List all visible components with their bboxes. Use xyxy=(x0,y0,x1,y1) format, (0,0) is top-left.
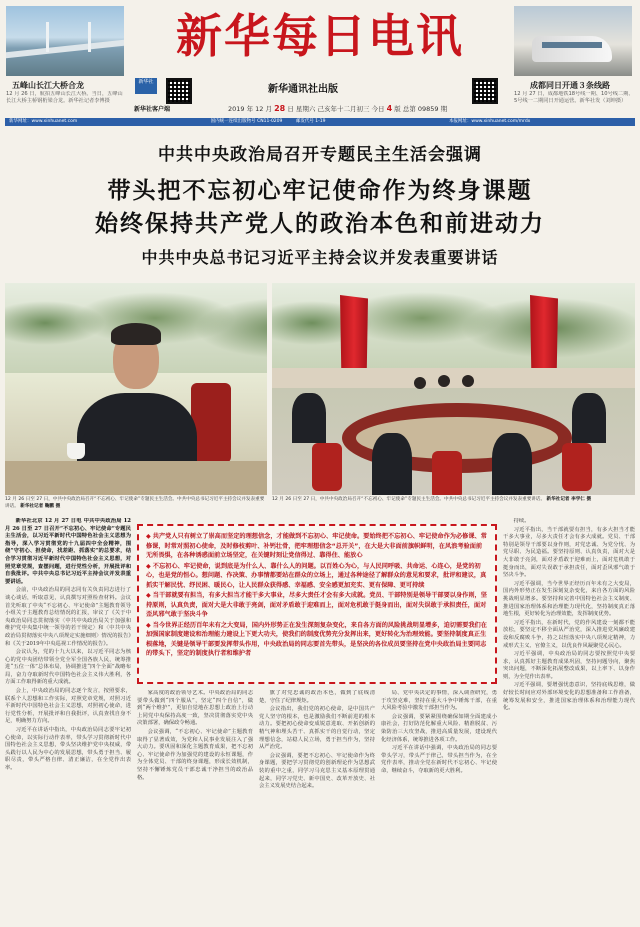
dateline: 2019 年 12 月 28 日 星期六 己亥年十二月初三 今日 4 版 总第 09859 期 xyxy=(228,104,448,113)
left-photo-caption: 五峰山长江大桥合龙 xyxy=(12,81,84,90)
key-quotes-box: ◆ 共产党人只有树立了崇高而坚定的理想信念，才能做到不忘初心、牢记使命。要始终把不忘初心、牢记使命作为必修课、常修课，时常对照初心使命，及时修枝剪叶、补钙壮骨，把牢理想信念“总开关”，在大是大非面前旗帜鲜明，在风浪考验面前无所畏惧，在各种诱惑面前立场坚定，在关键时刻让党信得过、靠得住、能放心 ◆ 不忘初心、牢记使命，说到底是为什么人、靠什么人的问题。以百姓心为心，与人民同呼吸、共命运、心连心，是党的初心，也是党的恒心。想问题、作决策、办事情都要站在群众的立场上，通过各种途径了解群众的意见和要求，批评和建议，真抓实干解民忧、纾民困、暖民心，让人民群众获得感、幸福感、安全感更加充实、更有保障、更可持续 ◆ 当干部就要有担当，有多大担当才能干多大事业，尽多大责任才会有多大成就。党员、干部特别是领导干部要以身作则，坚持原则，认真负责，面对大是大非敢于亮剑，面对矛盾敢于迎难而上，面对危机敢于挺身而出，面对失误敢于承担责任，面对歪风邪气敢于坚决斗争 ◆ 当今世界正经历百年未有之大变局，国内外形势正在发生深刻复杂变化，来自各方面的风险挑战明显增多，迫切需要我们在加强国家制度建设和治理能力建设上下更大功夫，使我们的制度优势充分发挥出来，更好转化为治理效能。要坚持制度真正生根落地，关键是领导干部要发挥带头作用，中央政治局的同志要首先带头，是坚决的各位成员要坚持在党中央政治局主要同志的带头下，坚定的制度执行者和维护者 xyxy=(137,524,497,684)
right-photo-detail: 12 月 27 日，成都地铁18号线一期、10号线二期、5号线一二期同日开通运营。新华社发（刘坤摄） xyxy=(514,91,634,104)
meeting-photo xyxy=(272,283,635,495)
article-column-4: 局、党中央决定的事情，深入调查研究，勇于攻坚克难，坚持在重大斗争中锤炼干部，在重大风险考验中激发干部担当作为。 会议强调，要紧紧围绕确保如期全面建成小康社会，打好防范化解重大风险、精准脱贫、污染防治三大攻坚战，推进高质量发展，建设现代化经济体系，统筹推进各项工作。 习近平在讲话中强调，中央政治局的同志要带头学习，带头严于律己，带头担当作为，在全党作表率，推动全党在新时代不忘初心、牢记使命，继续奋斗，夺取新的更大胜利。 xyxy=(381,690,497,774)
newspaper-title: 新华每日电讯 xyxy=(176,9,464,63)
article-column-5: 持续。 习近平指出，当干部就要有担当，有多大担当才能干多大事业，尽多大责任才会有多大成就。党员、干部特别是领导干部要以身作则，对党忠诚、为党分忧、为党尽职、为民造福。要坚持原则、认真负责，面对大是大非敢于亮剑，面对矛盾敢于迎难而上，面对危机敢于挺身而出，面对失误敢于承担责任，面对歪风邪气敢于坚决斗争。 习近平强调，当今世界正经历百年未有之大变局，国内外形势正在发生深刻复杂变化，来自各方面的风险挑战明显增多。要坚持和完善中国特色社会主义制度、推进国家治理体系和治理能力现代化，坚持制度真正落地生根，更好转化为治理效能，发挥制度优势。 习近平指出，在新时代，党的作风建设一刻都不能放松，要坚定不移全面从严治党，深入推进党风廉政建设和反腐败斗争，持之以恒落实中央八项规定精神，力戒形式主义、官僚主义，以优良作风凝聚党心民心。 习近平强调，中央政治局的同志要按照党中央要求，认真抓好主题教育成果巩固，坚持问题导向，聚焦突出问题，不断深化拓展整改成果，以上率下、以身作则，为全党作出表率。 习近平强调，要增强忧患意识，坚持底线思维，做好较长时间应对外部环境变化的思想准备和工作准备，统筹发展和安全，推进国家治理体系和治理能力现代化。 xyxy=(503,518,635,712)
main-headline-1: 带头把不忘初心牢记使命作为终身课题 xyxy=(107,178,533,204)
right-photo-caption: 成都同日开通３条线路 xyxy=(530,81,610,90)
bullet-icon: ◆ xyxy=(146,592,151,599)
bullet-icon: ◆ xyxy=(146,621,151,629)
left-photo-detail: 12 月 26 日，航拍五峰山长江大桥。当日，五峰山长江大桥主桥钢桁梁合龙。新华社记者李博摄 xyxy=(6,91,123,104)
left-photo-credit: 12 月 26 日至 27 日，中共中央政治局召开“不忘初心、牢记使命”专题民主生活会。中共中央总书记习近平主持会议并发表重要讲话。 新华社记者 鞠鹏 摄 xyxy=(5,497,265,509)
sub-headline: 中共中央总书记习近平主持会议并发表重要讲话 xyxy=(141,248,499,267)
publisher: 新华通讯社出版 xyxy=(268,84,338,95)
right-photo-credit: 12 月 26 日至 27 日，中共中央政治局召开“不忘初心、牢记使命”专题民主生活会。中共中央总书记习近平主持会议并发表重要讲话。 新华社记者 李学仁 摄 xyxy=(272,497,592,502)
article-column-2: 家高度的政治领导艺术。中央政治局的同志要带头做到“四个服从”，坚定“四个自信”，做到“两个维护”，更加自觉地在思想上政治上行动上同党中央保持高度一致，坚决贯彻落实党中央决策部署，确保政令畅通。 会议强调，“不忘初心、牢记使命”主题教育取得了显著成效，为党和人民事业发展注入了强大动力。要巩固和深化主题教育成果，把不忘初心、牢记使命作为加强党的建设的永恒课题，作为全体党员、干部的终身课题，形成长效机制，坚持不懈锤炼党员干部忠诚干净担当的政治品格。 xyxy=(137,690,253,781)
article-column-3: 旗了对党忠诚的政治本色，做到了底线清楚，守住了纪律规矩。 会议指出，我们党的初心使命，是中国共产党人坚守的根本，也是激励我们不断前进的根本动力。要把初心使命变成锐意进取、开拓创新的精气神和埋头苦干、真抓实干的自觉行动，坚定理想信念，站稳人民立场，勇于担当作为，坚持从严治党。 会议强调，要把不忘初心、牢记使命作为终身课题，要把学习贯彻党的创新理论作为思想武装的重中之重，同学习马克思主义基本原理贯通起来，同学习党史、新中国史、改革开放史、社会主义发展史结合起来。 xyxy=(259,690,375,790)
bridge-photo xyxy=(6,6,124,76)
article-column-1: 新华社北京 12 月 27 日电 中共中央政治局 12 月 26 日至 27 日召开“不忘初心、牢记使命”专题民主生活会，以习近平新时代中国特色社会主义思想为指导，深入学习贯彻党的十九届四中全会精神，围绕“守初心、担使命，找差距、抓落实”的总要求，结合学习贯彻习近平新时代中国特色社会主义思想，对照党章党规，查摆问题，进行党性分析，开展批评和自我批评。中共中央总书记习近平主持会议并发表重要讲话。 会前，中央政治局的同志同有关负责同志进行了谈心谈话，听取意见，认真撰写对照检查材料。会议首先听取了中央“不忘初心、牢记使命”主题教育领导小组关于主题教育总结情况的汇报，审议了《关于中央政治局同志贯彻落实〈中共中央政治局关于加强和维护党中央集中统一领导的若干规定〉和〈中共中央政治局贯彻落实中央八项规定实施细则〉情况的报告》和《关于2019年中央巡视工作情况的报告》。 会议认为，党的十九大以来，以习近平同志为核心的党中央团结带领全党全军全国各族人民，统筹推进“五位一体”总体布局，协调推进“四个全面”战略布局，奋力夺取新时代中国特色社会主义伟大胜利，各方面工作取得新的重大成就。 会上，中央政治局的同志逐个发言，按照要求，联系个人思想和工作实际，对照党章党规，对照习近平新时代中国特色社会主义思想，对照初心使命，进行党性分析，开展批评和自我批评，认真查找自身不足，明确努力方向。 习近平在讲话中指出，中央政治局同志要牢记初心使命，以实际行动作表率，带头学习贯彻新时代中国特色社会主义思想，带头坚决维护党中央权威，带头践行以人民为中心的发展思想，带头勇于担当、履职尽责，带头严格自律、清正廉洁，在全党作出表率。 xyxy=(5,518,131,771)
bullet-icon: ◆ xyxy=(146,533,151,540)
info-bar: 新华网址：www.xinhuanet.com 国内统一连续出版物号 CN11-0209 邮发代号 1-19 本报网址：www.xinhuanet.com/mrdx xyxy=(5,118,635,126)
headline-kicker: 中共中央政治局召开专题民主生活会强调 xyxy=(158,145,482,165)
portrait-photo xyxy=(5,283,267,495)
site-qr-code xyxy=(472,78,498,104)
app-label: 新华社客户端 xyxy=(134,106,171,113)
xinhua-app-logo: 新华社 xyxy=(135,78,157,94)
bullet-icon: ◆ xyxy=(146,562,151,570)
metro-photo xyxy=(514,6,632,76)
app-qr-code xyxy=(166,78,192,104)
main-headline-2: 始终保持共产党人的政治本色和前进动力 xyxy=(95,211,545,237)
